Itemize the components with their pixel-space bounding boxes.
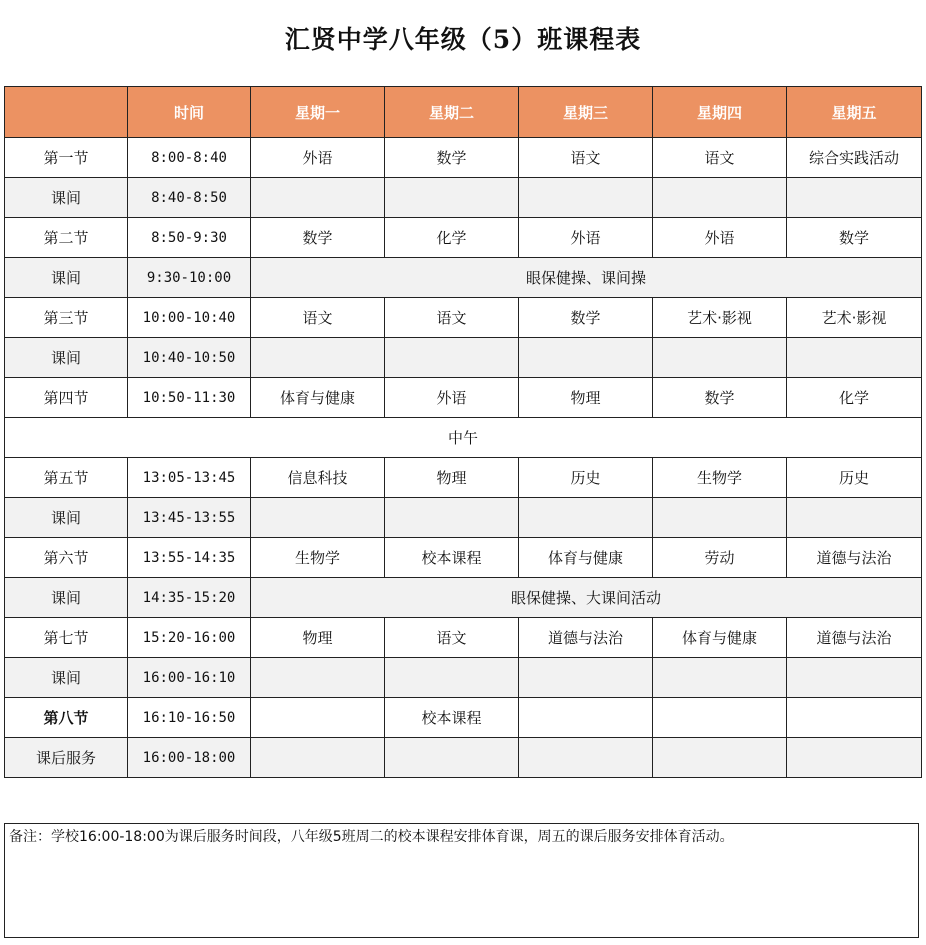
period-label: 课间 xyxy=(5,498,128,538)
subject-cell-wednesday xyxy=(519,498,653,538)
subject-cell-tuesday: 化学 xyxy=(385,218,519,258)
subject-cell-tuesday: 数学 xyxy=(385,138,519,178)
header-corner xyxy=(5,87,128,138)
subject-cell-thursday xyxy=(653,178,787,218)
lesson-row xyxy=(5,218,922,258)
subject-cell-wednesday: 体育与健康 xyxy=(519,538,653,578)
break-row xyxy=(5,338,922,378)
subject-cell-tuesday xyxy=(385,338,519,378)
subject-cell-monday xyxy=(251,698,385,738)
merged-activity-cell: 眼保健操、课间操 xyxy=(251,258,922,298)
period-label: 课间 xyxy=(5,178,128,218)
break-row xyxy=(5,738,922,778)
subject-cell-thursday: 数学 xyxy=(653,378,787,418)
period-time: 13:45-13:55 xyxy=(128,498,251,538)
break-row xyxy=(5,578,922,618)
subject-cell-friday xyxy=(787,698,922,738)
header-time: 时间 xyxy=(128,87,251,138)
header-thursday: 星期四 xyxy=(653,87,787,138)
period-label: 第六节 xyxy=(5,538,128,578)
subject-cell-thursday: 劳动 xyxy=(653,538,787,578)
period-time: 8:00-8:40 xyxy=(128,138,251,178)
period-time: 8:50-9:30 xyxy=(128,218,251,258)
header-wednesday: 星期三 xyxy=(519,87,653,138)
subject-cell-wednesday: 数学 xyxy=(519,298,653,338)
subject-cell-wednesday: 语文 xyxy=(519,138,653,178)
lesson-row xyxy=(5,378,922,418)
subject-cell-friday: 道德与法治 xyxy=(787,538,922,578)
remarks-box: 备注：学校16:00-18:00为课后服务时间段，八年级5班周二的校本课程安排体育课，周五的课后服务安排体育活动。 xyxy=(4,823,919,938)
subject-cell-wednesday xyxy=(519,738,653,778)
subject-cell-tuesday: 外语 xyxy=(385,378,519,418)
period-time: 16:00-16:10 xyxy=(128,658,251,698)
period-time: 10:40-10:50 xyxy=(128,338,251,378)
period-time: 15:20-16:00 xyxy=(128,618,251,658)
subject-cell-thursday xyxy=(653,698,787,738)
lesson-row xyxy=(5,538,922,578)
subject-cell-friday: 历史 xyxy=(787,458,922,498)
header-monday: 星期一 xyxy=(251,87,385,138)
subject-cell-monday: 生物学 xyxy=(251,538,385,578)
break-row xyxy=(5,498,922,538)
period-time: 10:00-10:40 xyxy=(128,298,251,338)
subject-cell-friday: 综合实践活动 xyxy=(787,138,922,178)
subject-cell-monday: 数学 xyxy=(251,218,385,258)
subject-cell-thursday: 生物学 xyxy=(653,458,787,498)
subject-cell-thursday xyxy=(653,658,787,698)
subject-cell-friday xyxy=(787,738,922,778)
period-label: 第四节 xyxy=(5,378,128,418)
period-label: 课后服务 xyxy=(5,738,128,778)
subject-cell-tuesday xyxy=(385,498,519,538)
period-label: 第一节 xyxy=(5,138,128,178)
break-row xyxy=(5,258,922,298)
lesson-row xyxy=(5,138,922,178)
subject-cell-monday xyxy=(251,738,385,778)
break-row xyxy=(5,658,922,698)
subject-cell-monday: 物理 xyxy=(251,618,385,658)
subject-cell-friday: 化学 xyxy=(787,378,922,418)
period-label: 第五节 xyxy=(5,458,128,498)
period-label: 第二节 xyxy=(5,218,128,258)
subject-cell-thursday xyxy=(653,498,787,538)
subject-cell-wednesday: 外语 xyxy=(519,218,653,258)
period-label: 课间 xyxy=(5,578,128,618)
subject-cell-tuesday xyxy=(385,738,519,778)
period-time: 13:05-13:45 xyxy=(128,458,251,498)
noon-cell: 中午 xyxy=(5,418,922,458)
period-label: 课间 xyxy=(5,258,128,298)
subject-cell-monday: 体育与健康 xyxy=(251,378,385,418)
subject-cell-tuesday: 语文 xyxy=(385,298,519,338)
subject-cell-friday xyxy=(787,658,922,698)
page-title: 汇贤中学八年级（5）班课程表 xyxy=(284,25,642,54)
subject-cell-monday xyxy=(251,178,385,218)
subject-cell-tuesday: 校本课程 xyxy=(385,538,519,578)
subject-cell-friday xyxy=(787,498,922,538)
break-row xyxy=(5,178,922,218)
period-time: 13:55-14:35 xyxy=(128,538,251,578)
subject-cell-thursday xyxy=(653,738,787,778)
subject-cell-tuesday: 语文 xyxy=(385,618,519,658)
period-time: 10:50-11:30 xyxy=(128,378,251,418)
subject-cell-thursday: 外语 xyxy=(653,218,787,258)
lesson-row xyxy=(5,618,922,658)
subject-cell-wednesday: 道德与法治 xyxy=(519,618,653,658)
noon-row xyxy=(5,418,922,458)
lesson-row xyxy=(5,698,922,738)
subject-cell-wednesday xyxy=(519,698,653,738)
subject-cell-thursday: 艺术·影视 xyxy=(653,298,787,338)
period-label: 第八节 xyxy=(5,698,128,738)
period-label: 课间 xyxy=(5,338,128,378)
subject-cell-thursday: 体育与健康 xyxy=(653,618,787,658)
subject-cell-tuesday xyxy=(385,178,519,218)
lesson-row xyxy=(5,458,922,498)
period-time: 16:00-18:00 xyxy=(128,738,251,778)
subject-cell-wednesday: 历史 xyxy=(519,458,653,498)
period-label: 第三节 xyxy=(5,298,128,338)
period-time: 9:30-10:00 xyxy=(128,258,251,298)
header-row xyxy=(5,87,922,138)
schedule-table xyxy=(4,86,922,778)
subject-cell-tuesday: 物理 xyxy=(385,458,519,498)
header-friday: 星期五 xyxy=(787,87,922,138)
subject-cell-wednesday xyxy=(519,658,653,698)
subject-cell-friday: 道德与法治 xyxy=(787,618,922,658)
subject-cell-thursday: 语文 xyxy=(653,138,787,178)
subject-cell-monday: 语文 xyxy=(251,298,385,338)
period-label: 第七节 xyxy=(5,618,128,658)
period-time: 14:35-15:20 xyxy=(128,578,251,618)
subject-cell-tuesday xyxy=(385,658,519,698)
subject-cell-friday: 数学 xyxy=(787,218,922,258)
merged-activity-cell: 眼保健操、大课间活动 xyxy=(251,578,922,618)
subject-cell-monday: 外语 xyxy=(251,138,385,178)
period-time: 8:40-8:50 xyxy=(128,178,251,218)
subject-cell-wednesday xyxy=(519,178,653,218)
subject-cell-monday xyxy=(251,338,385,378)
period-label: 课间 xyxy=(5,658,128,698)
subject-cell-monday xyxy=(251,658,385,698)
subject-cell-friday: 艺术·影视 xyxy=(787,298,922,338)
header-tuesday: 星期二 xyxy=(385,87,519,138)
subject-cell-tuesday: 校本课程 xyxy=(385,698,519,738)
subject-cell-friday xyxy=(787,338,922,378)
subject-cell-friday xyxy=(787,178,922,218)
subject-cell-monday: 信息科技 xyxy=(251,458,385,498)
subject-cell-wednesday: 物理 xyxy=(519,378,653,418)
period-time: 16:10-16:50 xyxy=(128,698,251,738)
subject-cell-wednesday xyxy=(519,338,653,378)
subject-cell-thursday xyxy=(653,338,787,378)
subject-cell-monday xyxy=(251,498,385,538)
lesson-row xyxy=(5,298,922,338)
